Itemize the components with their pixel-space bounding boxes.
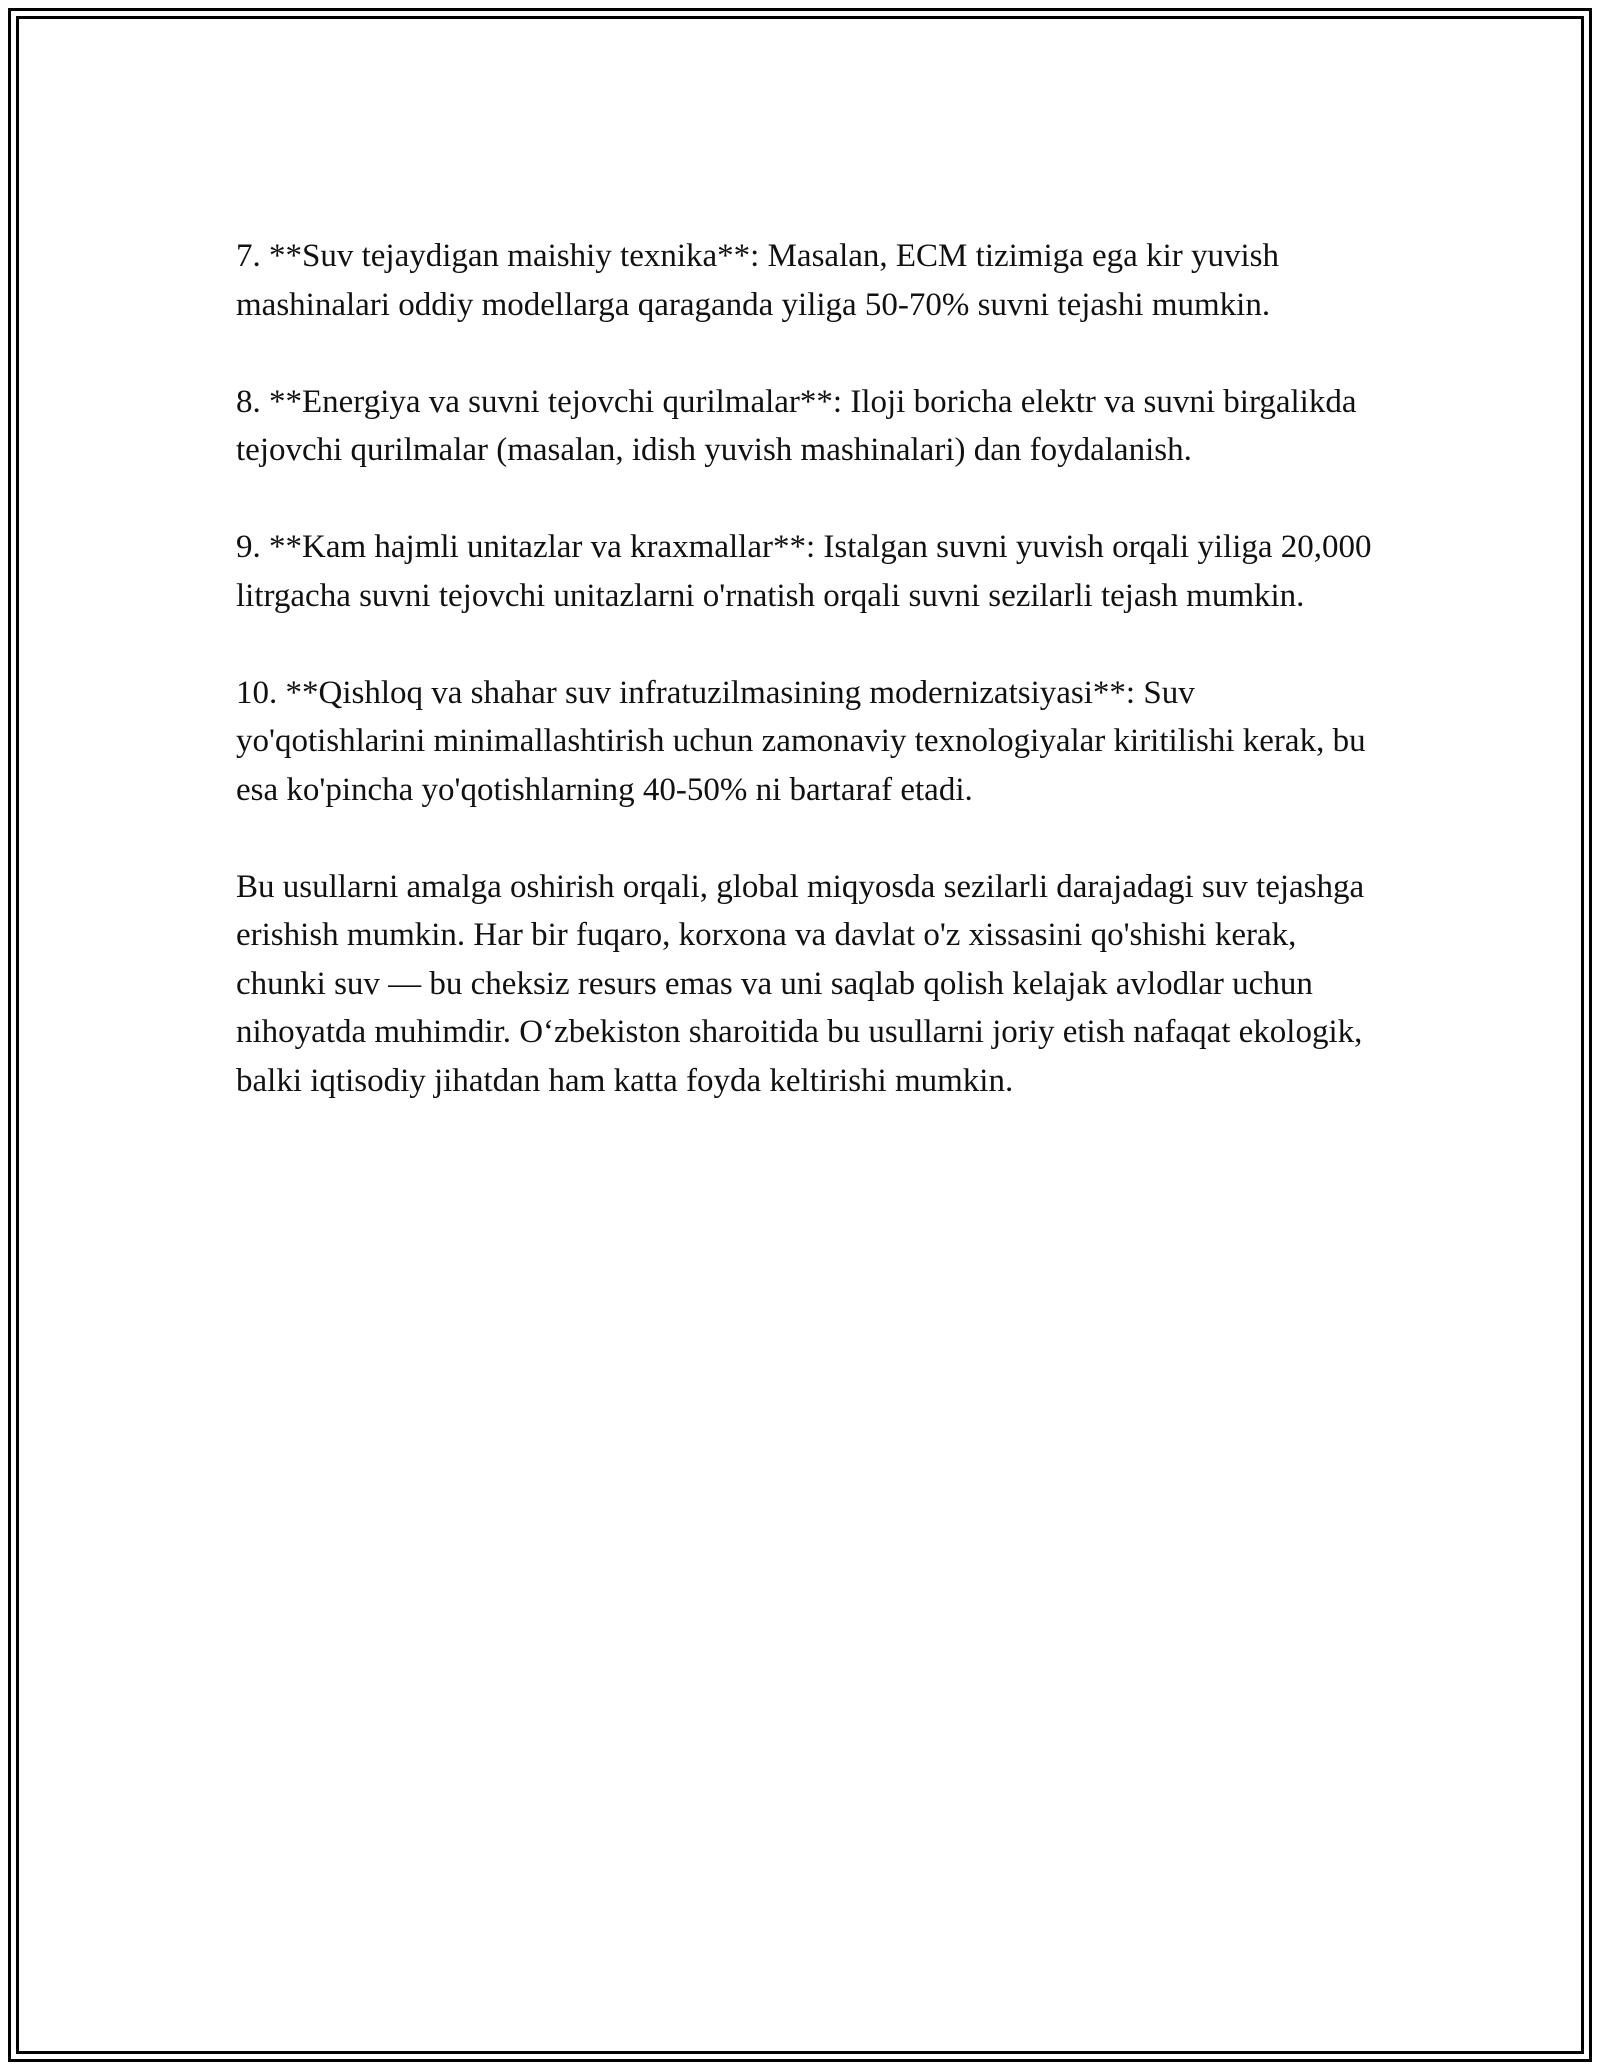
list-item-8: 8. **Energiya va suvni tejovchi qurilmalar**: Iloji boricha elektr va suvni birgalikda tejovchi qurilmalar (masalan, idish yuvish mashinalari) dan foydalanish. [236, 383, 1357, 468]
conclusion-paragraph: Bu usullarni amalga oshirish orqali, global miqyosda sezilarli darajadagi suv tejashga erishish mumkin. Har bir fuqaro, korxona va davlat o'z xissasini qo'shishi kerak, chunki suv — bu cheksiz resurs emas va uni saqlab qolish kelajak avlodlar uchun nihoyatda muhimdir. O‘zbekiston sharoitida bu usullarni joriy etish nafaqat ekologik, balki iqtisodiy jihatdan ham katta foyda keltirishi mumkin. [236, 868, 1365, 1099]
list-item-7: 7. **Suv tejaydigan maishiy texnika**: Masalan, ECM tizimiga ega kir yuvish mashinalari oddiy modellarga qaraganda yiliga 50-70% suvni tejashi mumkin. [236, 238, 1279, 323]
list-item-9: 9. **Kam hajmli unitazlar va kraxmallar**: Istalgan suvni yuvish orqali yiliga 20,000 litrgacha suvni tejovchi unitazlarni o'rnatish orqali suvni sezilarli tejash mumkin. [236, 529, 1372, 614]
list-item-10: 10. **Qishloq va shahar suv infratuzilmasining modernizatsiyasi**: Suv yo'qotishlarini minimallashtirish uchun zamonaviy texnologiyalar kiritilishi kerak, bu esa ko'pincha yo'qotishlarning 40-50% ni bartaraf etadi. [236, 674, 1366, 808]
document-body [236, 232, 1376, 1154]
